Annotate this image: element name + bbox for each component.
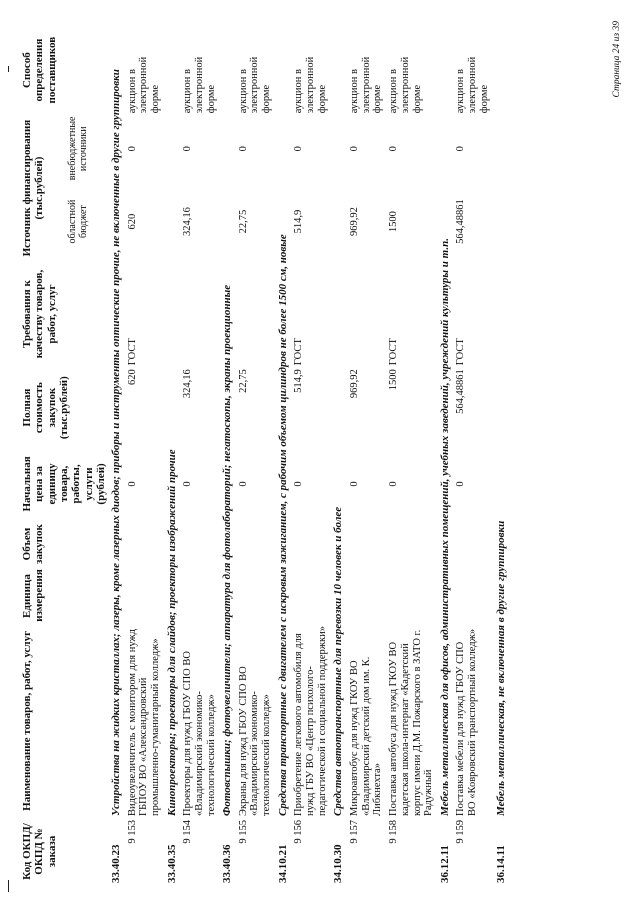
item-unit-price: 0 bbox=[348, 481, 360, 487]
order-number: 9 158 bbox=[388, 819, 399, 844]
item-regional: 514,9 bbox=[293, 209, 305, 234]
item-unit-price: 0 bbox=[237, 481, 249, 487]
header-unit-price: Начальная цена за единицу товара, работы, услуги (рублей) bbox=[21, 456, 107, 512]
category-code: 36.14.11 bbox=[494, 845, 507, 883]
item-unit-price: 0 bbox=[293, 481, 305, 487]
item-volume bbox=[347, 520, 386, 569]
item-total: 22,75 bbox=[237, 369, 249, 393]
category-row bbox=[437, 25, 453, 885]
item-offbudget: 0 bbox=[293, 146, 305, 152]
category-code: 33.40.36 bbox=[221, 844, 234, 883]
item-name: Приобретение легкового автомобиля для нужд ГБУ ВО «Центр психолого-педагогической и социальной поддержки» bbox=[293, 626, 328, 816]
item-regional: 22,75 bbox=[237, 209, 249, 234]
item-total: 969,92 bbox=[348, 369, 360, 399]
category-row bbox=[275, 25, 291, 885]
item-requirements: ГОСТ bbox=[388, 338, 399, 366]
item-requirements bbox=[236, 261, 275, 367]
item-offbudget: 0 bbox=[348, 146, 360, 152]
header-method: Способ определения поставщиков bbox=[21, 36, 58, 104]
item-volume bbox=[180, 520, 219, 569]
item-regional: 969,92 bbox=[348, 207, 360, 236]
item-volume bbox=[125, 520, 164, 569]
item-offbudget: 0 bbox=[455, 146, 467, 152]
item-total: 1500 bbox=[388, 369, 399, 391]
item-regional: 1500 bbox=[388, 211, 399, 233]
header-code: Код ОКПД/ ОКПД № заказа bbox=[21, 823, 58, 880]
category-text: Средства автотранспортные для перевозки 10 человек и более bbox=[332, 506, 345, 816]
category-text: Мебель металлическая, не включенная в другие группировки bbox=[494, 520, 507, 816]
order-number: 9 155 bbox=[237, 819, 249, 844]
item-offbudget: 0 bbox=[126, 146, 138, 152]
table-row bbox=[347, 25, 386, 885]
header-finance-offbudget: внебюджетные источники bbox=[67, 116, 90, 181]
item-unit bbox=[347, 568, 386, 623]
item-requirements bbox=[347, 261, 386, 367]
order-number: 9 153 bbox=[126, 819, 138, 844]
item-method: аукцион в электронной форме bbox=[237, 56, 273, 114]
item-requirements: ГОСТ bbox=[293, 338, 305, 366]
table-row bbox=[291, 25, 330, 885]
margin-mark-bottom bbox=[8, 880, 9, 892]
category-code: 33.40.23 bbox=[110, 844, 123, 883]
category-text: Мебель металлическая для офисов, административных помещений, учебных заведений, учреждений культуры и т.п. bbox=[439, 238, 451, 816]
item-total: 514,9 bbox=[293, 369, 305, 393]
item-total: 564,48861 bbox=[455, 369, 467, 414]
item-volume bbox=[236, 520, 275, 569]
item-method: аукцион в электронной форме bbox=[293, 56, 328, 114]
header-name: Наименование товаров, работ, услуг bbox=[21, 630, 33, 811]
category-code: 33.40.35 bbox=[165, 844, 178, 883]
item-requirements: ГОСТ bbox=[455, 338, 467, 366]
item-regional: 620 bbox=[126, 213, 138, 230]
table-row bbox=[453, 25, 492, 885]
category-row bbox=[164, 25, 180, 885]
item-unit-price: 0 bbox=[126, 481, 138, 487]
category-row bbox=[219, 25, 235, 885]
order-number: 9 154 bbox=[182, 819, 194, 844]
table-row bbox=[236, 25, 275, 885]
category-text: Фотовспышки; фотоувеличители; аппаратура для фотолабораторий; негатоскопы, экраны проекционные bbox=[221, 284, 234, 816]
category-row bbox=[330, 25, 346, 885]
item-regional: 324,16 bbox=[182, 207, 194, 236]
header-finance-regional: областной бюджет bbox=[67, 199, 90, 244]
category-code: 34.10.21 bbox=[276, 844, 289, 883]
table-row bbox=[125, 25, 164, 885]
order-number: 9 156 bbox=[293, 819, 305, 844]
category-text: Устройства на жидких кристаллах; лазеры, кроме лазерных диодов; приборы и инструменты оптические прочие, не включенные в другие группировки bbox=[110, 69, 123, 816]
item-unit bbox=[386, 568, 437, 623]
item-regional: 564,48861 bbox=[455, 199, 467, 244]
item-unit-price: 0 bbox=[388, 481, 399, 487]
header-finance: Источник финансирования (тыс.рублей) bbox=[21, 119, 46, 257]
item-name: Поставка мебели для нужд ГБОУ СПО ВО «Ковровский транспортный колледж» bbox=[455, 628, 479, 816]
item-total: 620 bbox=[126, 369, 138, 385]
item-offbudget: 0 bbox=[182, 146, 194, 152]
item-unit bbox=[291, 568, 330, 623]
item-total: 324,16 bbox=[182, 369, 194, 399]
margin-mark-top bbox=[8, 66, 9, 72]
category-row bbox=[493, 25, 509, 885]
item-offbudget: 0 bbox=[237, 146, 249, 152]
category-text: Кинопроекторы; проекторы для слайдов; проекторы изображений прочие bbox=[165, 449, 178, 816]
procurement-table bbox=[20, 25, 509, 885]
item-name: Поставка автобуса для нужд ГКОУ ВО кадетская школа-интернат «Кадетский корпус имени Д.М. Пожарского в ЗАТО г. Радужный bbox=[388, 629, 435, 816]
item-unit bbox=[180, 568, 219, 623]
rotated-page bbox=[20, 21, 622, 885]
item-method: аукцион в электронной форме bbox=[388, 56, 423, 114]
item-requirements: ГОСТ bbox=[126, 338, 138, 366]
page-number: Страница 24 из 39 bbox=[612, 21, 622, 98]
item-method: аукцион в электронной форме bbox=[126, 56, 161, 114]
table-row bbox=[180, 25, 219, 885]
header-requirements: Требования к качеству товаров, работ, услуг bbox=[21, 269, 58, 359]
item-volume bbox=[386, 520, 437, 569]
category-text: Средства транспортные с двигателем с искровым зажиганием, с рабочим объемом цилиндров не более 1500 см, новые bbox=[276, 234, 289, 816]
header-unit: Единица измерения bbox=[21, 569, 46, 622]
item-unit bbox=[236, 568, 275, 623]
item-unit bbox=[453, 568, 492, 623]
item-method: аукцион в электронной форме bbox=[182, 56, 217, 114]
order-number: 9 157 bbox=[348, 819, 360, 844]
category-row bbox=[108, 25, 124, 885]
table-row bbox=[386, 25, 437, 885]
item-requirements bbox=[180, 261, 219, 367]
header-total: Полная стоимость закупок (тыс.рублей) bbox=[21, 376, 70, 440]
item-volume bbox=[453, 520, 492, 569]
item-name: Экраны для нужд ГБОУ СПО ВО «Владимирский экономико-технологический колледж» bbox=[237, 666, 273, 816]
header-volume: Объем закупок bbox=[21, 524, 46, 564]
item-unit-price: 0 bbox=[455, 481, 467, 487]
item-method: аукцион в электронной форме bbox=[455, 56, 490, 114]
category-code: 34.10.30 bbox=[332, 844, 345, 883]
item-unit bbox=[125, 568, 164, 623]
order-number: 9 159 bbox=[455, 819, 467, 844]
item-unit-price: 0 bbox=[182, 481, 194, 487]
item-name: Проекторы для нужд ГБОУ СПО ВО «Владимирский экономико-технологический колледж» bbox=[182, 651, 217, 816]
header-row bbox=[20, 25, 66, 885]
item-name: Видеоувеличитель с монитором для нужд ГБПОУ ВО «Александровский промышленно-гуманитарный колледж» bbox=[126, 628, 161, 816]
category-code: 36.12.11 bbox=[439, 845, 451, 883]
item-volume bbox=[291, 520, 330, 569]
item-offbudget: 0 bbox=[388, 146, 399, 152]
item-name: Микроавтобус для нужд ГКОУ ВО «Владимирский детский дом им. К. Либкнехта» bbox=[348, 656, 384, 816]
item-method: аукцион в электронной форме bbox=[348, 56, 384, 114]
